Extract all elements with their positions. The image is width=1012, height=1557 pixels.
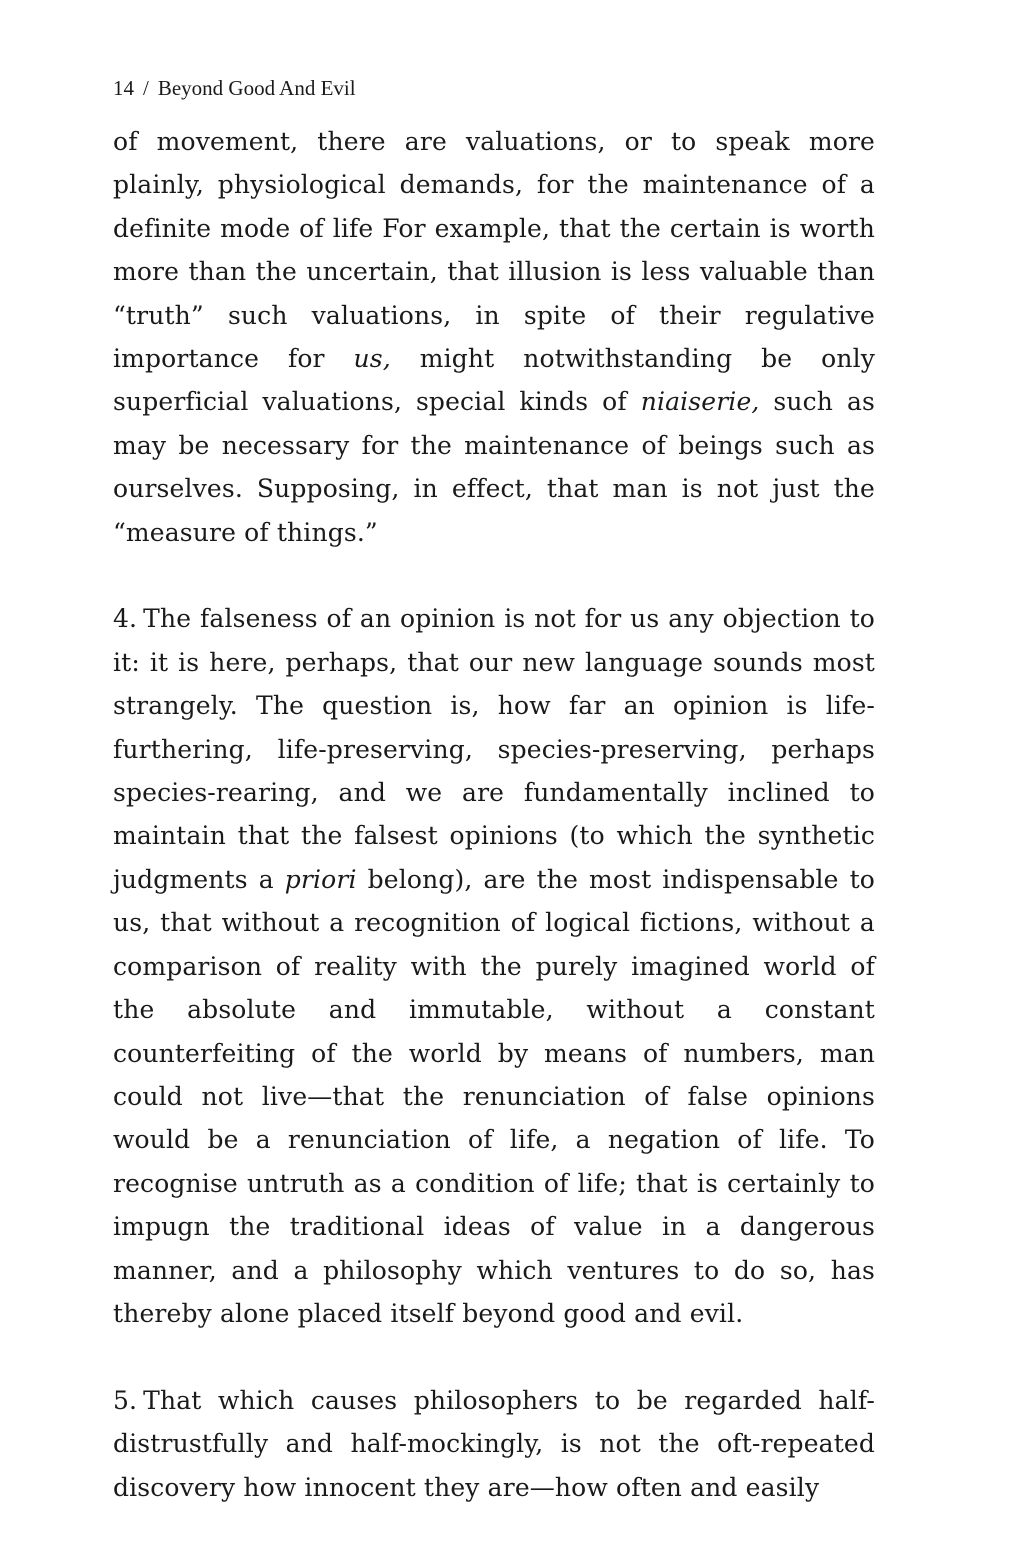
- text-segment-italic: us,: [353, 344, 391, 374]
- text-segment: The falseness of an opinion is not for us any objection to it: it is here, perhaps, that our new language sounds most strangely. The question is, how far an opinion is life-furthering, life-preserving, species-preserving, perhaps species-rearing, and we are fundamentally inclined to maintain that the falsest opinions (to which the synthetic judgments a: [113, 604, 875, 894]
- text-segment: That which causes philosophers to be regarded half-distrustfully and half-mockingly, is not the oft-repeated discovery how innocent they are—how often and easily: [113, 1385, 875, 1502]
- page-number: 14: [113, 76, 134, 100]
- body-text: [113, 120, 875, 1509]
- section-4: [113, 597, 875, 1335]
- text-segment: of movement, there are valuations, or to speak more plainly, physiological demands, for the maintenance of a definite mode of life For example, that the certain is worth more than the uncertain, that illusion is less valuable than “truth” such valuations, in spite of their regulative importance for: [113, 127, 875, 374]
- text-segment: might notwithstanding be only superficial valuations, special kinds of: [113, 344, 875, 417]
- text-segment: belong), are the most indispensable to us, that without a recognition of logical fictions, without a comparison of reality with the purely imagined world of the absolute and immutable, without a constant counterfeiting of the world by means of numbers, man could not live—that the renunciation of false opinions would be a renunciation of life, a negation of life. To recognise untruth as a condition of life; that is certainly to impugn the traditional ideas of value in a dangerous manner, and a philosophy which ventures to do so, has thereby alone placed itself beyond good and evil.: [113, 864, 876, 1328]
- book-page: [113, 70, 875, 1509]
- section-number: 5.: [113, 1385, 138, 1415]
- text-segment: such as may be necessary for the maintenance of beings such as ourselves. Supposing, in effect, that man is not just the “measure of things.”: [113, 387, 875, 547]
- text-segment-italic: priori: [284, 864, 357, 894]
- book-title: Beyond Good And Evil: [157, 76, 356, 100]
- text-segment-italic: niaiserie,: [640, 387, 760, 417]
- section-number: 4.: [113, 604, 138, 634]
- section-5: [113, 1379, 875, 1509]
- running-head: [113, 70, 875, 106]
- paragraph-continued: [113, 120, 875, 554]
- header-separator: /: [143, 76, 149, 100]
